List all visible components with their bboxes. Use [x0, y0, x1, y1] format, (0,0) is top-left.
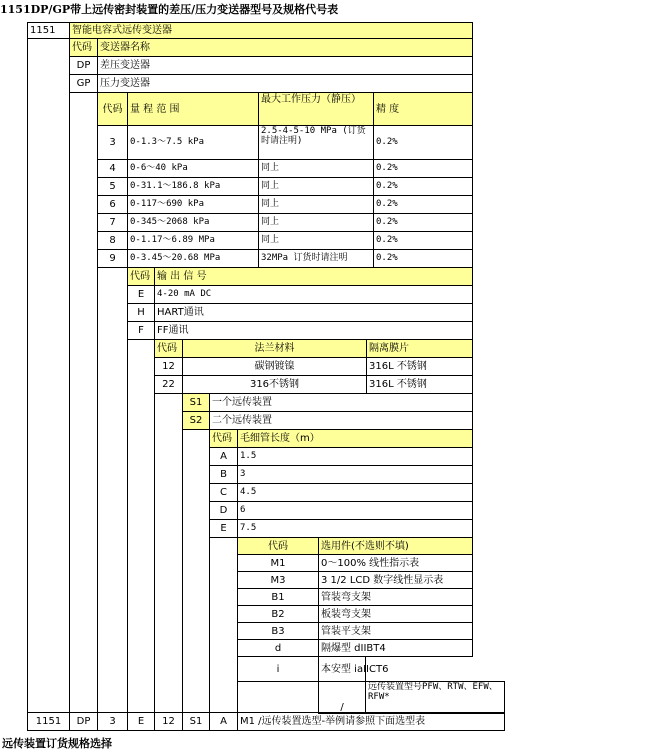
- capillary-length: 1.5: [237, 447, 473, 466]
- range-pressure: 同上: [258, 231, 374, 250]
- range-pressure: 32MPa 订货时请注明: [258, 249, 374, 268]
- connector-line: [97, 268, 98, 713]
- range-code: 8: [97, 231, 128, 250]
- options-code: B2: [237, 605, 319, 623]
- material-diaphragm: 316L 不锈钢: [366, 357, 473, 376]
- options-code: i: [237, 656, 319, 682]
- material-header-flange: 法兰材料: [182, 339, 367, 358]
- range-pressure: 同上: [258, 195, 374, 214]
- capillary-code: A: [209, 447, 238, 466]
- transmitter-name: 压力变送器: [97, 74, 473, 93]
- connector-line: [154, 394, 155, 713]
- range-code: 5: [97, 177, 128, 196]
- example-model: 1151: [27, 712, 70, 731]
- options-name: 管装弯支架: [318, 588, 473, 606]
- connector-line: [69, 93, 70, 713]
- connector-line: [127, 340, 128, 713]
- range-code: 4: [97, 159, 128, 178]
- capillary-code: E: [209, 519, 238, 538]
- options-name: 本安型 iaIICT6: [318, 656, 366, 682]
- example-seal: S1: [182, 712, 210, 731]
- options-name: 远传装置型号PFW、RTW、EFW、RFW*: [365, 681, 505, 714]
- transmitter-header-code: 代码: [69, 38, 98, 57]
- range-value: 0-6～40 kPa: [127, 159, 259, 178]
- example-output: E: [127, 712, 155, 731]
- range-value: 0-3.45～20.68 MPa: [127, 249, 259, 268]
- options-name: 0～100% 线性指示表: [318, 554, 473, 572]
- range-accuracy: 0.2%: [373, 249, 473, 268]
- options-name: 管装平支架: [318, 622, 473, 640]
- range-code: 3: [97, 125, 128, 160]
- range-value: 0-117～690 kPa: [127, 195, 259, 214]
- range-accuracy: 0.2%: [373, 177, 473, 196]
- range-accuracy: 0.2%: [373, 159, 473, 178]
- range-code: 7: [97, 213, 128, 232]
- range-code: 9: [97, 249, 128, 268]
- material-flange: 316不锈钢: [182, 375, 367, 394]
- material-code: 12: [154, 357, 183, 376]
- connector-line: [27, 38, 28, 713]
- material-code: 22: [154, 375, 183, 394]
- range-header-pressure: 最大工作压力（静压）: [258, 92, 374, 126]
- seal-code: S2: [182, 411, 210, 430]
- range-accuracy: 0.2%: [373, 125, 473, 160]
- range-pressure: 同上: [258, 213, 374, 232]
- example-material: 12: [154, 712, 183, 731]
- example-options: M1 /远传装置选型-举例请参照下面选型表: [237, 712, 505, 731]
- seal-name: 二个远传装置: [209, 411, 473, 430]
- material-flange: 碳钢镀镍: [182, 357, 367, 376]
- output-name: FF通讯: [154, 321, 473, 340]
- options-name: 隔爆型 dIIBT4: [318, 639, 473, 657]
- options-header-name: 选用件(不选则不填): [318, 537, 473, 555]
- output-code: E: [127, 285, 155, 304]
- range-header-range: 量 程 范 围: [127, 92, 259, 126]
- output-header-code: 代码: [127, 267, 155, 286]
- model-name: 智能电容式远传变送器: [69, 22, 473, 39]
- seal-code: S1: [182, 393, 210, 412]
- example-transmitter: DP: [69, 712, 98, 731]
- options-code: B3: [237, 622, 319, 640]
- capillary-header-name: 毛细管长度（m）: [237, 429, 473, 448]
- output-code: F: [127, 321, 155, 340]
- capillary-length: 3: [237, 465, 473, 484]
- example-capillary: A: [209, 712, 238, 731]
- output-header-name: 输 出 信 号: [154, 267, 473, 286]
- options-code: B1: [237, 588, 319, 606]
- transmitter-code: GP: [69, 74, 98, 93]
- range-accuracy: 0.2%: [373, 195, 473, 214]
- range-pressure: 同上: [258, 159, 374, 178]
- range-header-code: 代码: [97, 92, 128, 126]
- seal-name: 一个远传装置: [209, 393, 473, 412]
- transmitter-header-name: 变送器名称: [97, 38, 473, 57]
- range-value: 0-1.17～6.89 MPa: [127, 231, 259, 250]
- example-range: 3: [97, 712, 128, 731]
- options-code: d: [237, 639, 319, 657]
- range-accuracy: 0.2%: [373, 213, 473, 232]
- range-pressure: 2.5-4-5-10 MPa (订货时请注明): [258, 125, 374, 160]
- page-title: 1151DP/GP带上远传密封装置的差压/压力变送器型号及规格代号表: [0, 3, 339, 16]
- output-code: H: [127, 303, 155, 322]
- range-value: 0-31.1～186.8 kPa: [127, 177, 259, 196]
- transmitter-name: 差压变送器: [97, 56, 473, 75]
- capillary-code: C: [209, 483, 238, 502]
- connector-line: [237, 538, 238, 713]
- range-value: 0-345～2068 kPa: [127, 213, 259, 232]
- connector-line: [209, 538, 210, 713]
- capillary-length: 6: [237, 501, 473, 520]
- options-name: 板装弯支架: [318, 605, 473, 623]
- footer-title: 远传装置订货规格选择: [2, 737, 112, 750]
- range-value: 0-1.3～7.5 kPa: [127, 125, 259, 160]
- options-code: M1: [237, 554, 319, 572]
- output-name: HART通讯: [154, 303, 473, 322]
- capillary-code: B: [209, 465, 238, 484]
- capillary-length: 7.5: [237, 519, 473, 538]
- connector-line: [182, 430, 183, 713]
- material-header-code: 代码: [154, 339, 183, 358]
- capillary-code: D: [209, 501, 238, 520]
- material-header-diaphragm: 隔离膜片: [366, 339, 473, 358]
- options-header-code: 代码: [237, 537, 319, 555]
- material-diaphragm: 316L 不锈钢: [366, 375, 473, 394]
- capillary-header-code: 代码: [209, 429, 238, 448]
- range-code: 6: [97, 195, 128, 214]
- options-name: 3 1/2 LCD 数字线性显示表: [318, 571, 473, 589]
- capillary-length: 4.5: [237, 483, 473, 502]
- range-accuracy: 0.2%: [373, 231, 473, 250]
- options-code: /: [318, 681, 366, 714]
- transmitter-code: DP: [69, 56, 98, 75]
- output-name: 4-20 mA DC: [154, 285, 473, 304]
- range-header-accuracy: 精 度: [373, 92, 473, 126]
- range-pressure: 同上: [258, 177, 374, 196]
- model-code: 1151: [27, 22, 70, 39]
- options-code: M3: [237, 571, 319, 589]
